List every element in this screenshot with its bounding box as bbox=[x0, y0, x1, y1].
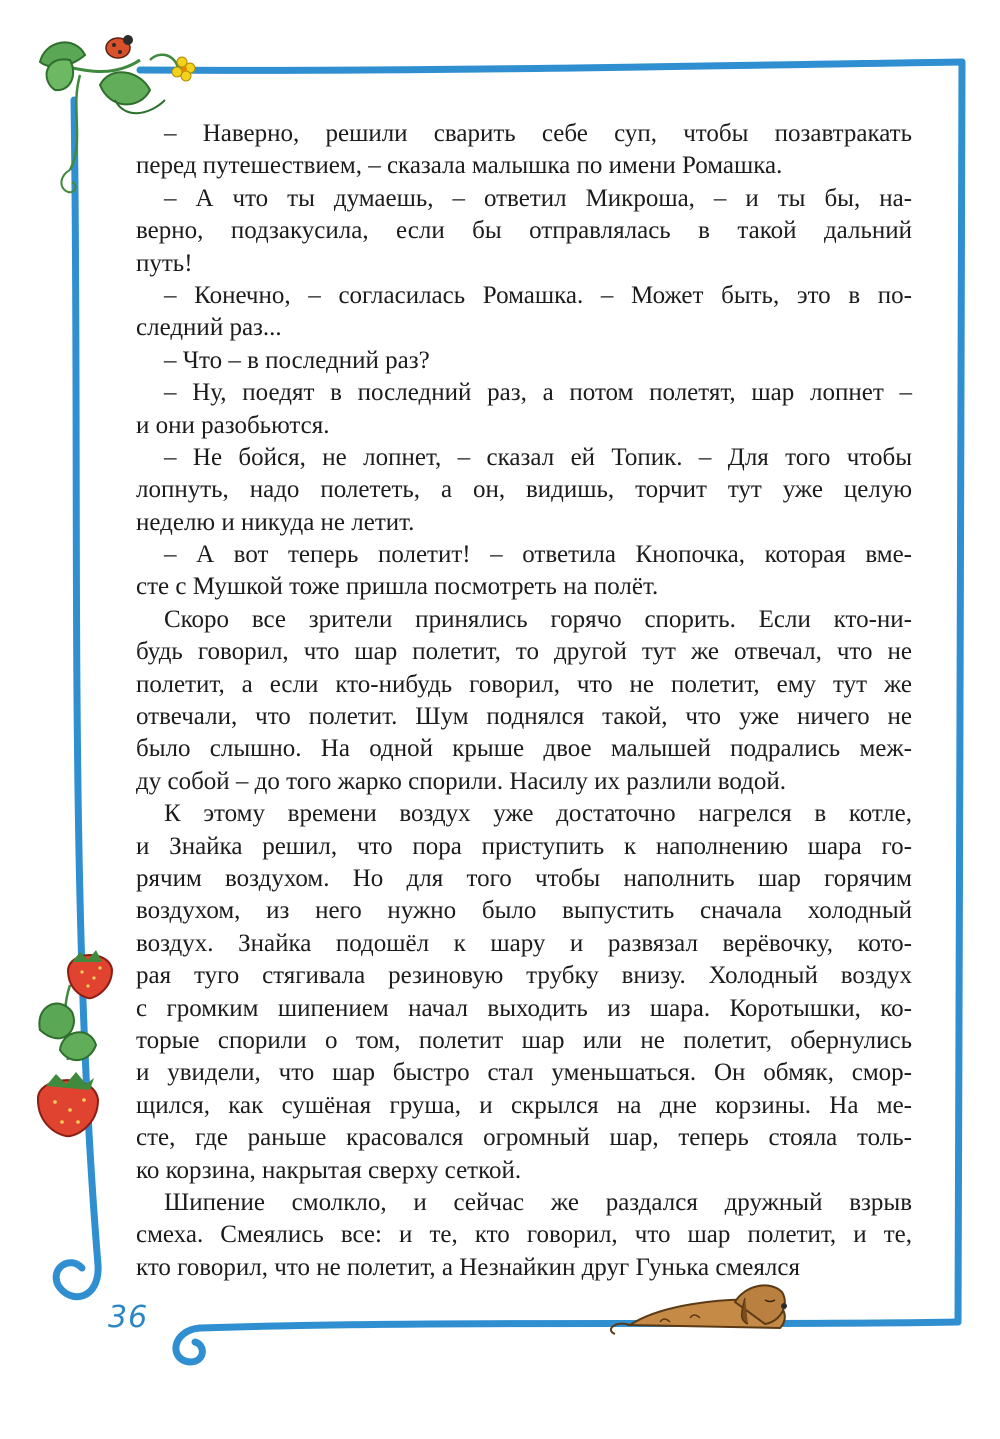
text-line: верно, подзакусила, если бы отправлялась в такой дальний bbox=[136, 217, 912, 245]
text-line: и они разобьются. bbox=[136, 411, 330, 439]
frame-top-line bbox=[140, 62, 962, 70]
text-line: Скоро все зрители принялись горячо спорить. Если кто-ни- bbox=[164, 605, 912, 633]
text-line: кто говорил, что не полетит, а Незнайкин друг Гунька смеялся bbox=[136, 1253, 800, 1281]
frame-right-line bbox=[958, 62, 962, 1322]
text-line: сте с Мушкой тоже пришла посмотреть на полёт. bbox=[136, 573, 659, 601]
text-line: было слышно. На одной крыше двое малышей подрались меж- bbox=[136, 735, 912, 763]
paragraph bbox=[136, 118, 912, 183]
text-line: смеха. Смеялись все: и те, кто говорил, что шар полетит, и те, bbox=[136, 1221, 912, 1249]
text-line: – Ну, поедят в последний раз, а потом полетят, шар лопнет – bbox=[164, 379, 912, 407]
paragraph bbox=[136, 377, 912, 442]
text-line: будь говорил, что шар полетит, то другой тут же отвечал, что не bbox=[136, 638, 912, 666]
text-line: путь! bbox=[136, 249, 193, 277]
paragraph bbox=[136, 345, 912, 377]
text-line: – Что – в последний раз? bbox=[164, 346, 430, 374]
text-line: и увидели, что шар быстро стал уменьшаться. Он обмяк, смор- bbox=[136, 1059, 912, 1087]
text-line: и Знайка решил, что пора приступить к наполнению шара го- bbox=[136, 832, 912, 860]
text-line: перед путешествием, – сказала малышка по имени Ромашка. bbox=[136, 152, 783, 180]
text-line: – А вот теперь полетит! – ответила Кнопочка, которая вме- bbox=[164, 541, 912, 569]
frame-bottom-swirl bbox=[176, 1328, 202, 1362]
text-line: с громким шипением начал выходить из шара. Коротышки, ко- bbox=[136, 994, 912, 1022]
paragraph bbox=[136, 539, 912, 604]
text-line: – Конечно, – согласилась Ромашка. – Может быть, это в по- bbox=[164, 281, 912, 309]
story-text bbox=[136, 118, 912, 1284]
text-line: – А что ты думаешь, – ответил Микроша, – и ты бы, на- bbox=[164, 184, 912, 212]
text-line: следний раз... bbox=[136, 314, 282, 342]
page-number: 36 bbox=[108, 1300, 149, 1335]
text-line: щился, как сушёная груша, и скрылся на дне корзины. На ме- bbox=[136, 1091, 912, 1119]
text-line: К этому времени воздух уже достаточно нагрелся в котле, bbox=[164, 800, 912, 828]
text-line: полетит, а если кто-нибудь говорил, что не полетит, ему тут же bbox=[136, 670, 912, 698]
ladybug-icon bbox=[106, 35, 133, 58]
text-line: ду собой – до того жарко спорили. Насилу их разлили водой. bbox=[136, 767, 786, 795]
text-line: рячим воздухом. Но для того чтобы наполнить шар горячим bbox=[136, 864, 912, 892]
text-line: лопнуть, надо полететь, а он, видишь, торчит тут уже целую bbox=[136, 476, 912, 504]
text-line: рая туго стягивала резиновую трубку внизу. Холодный воздух bbox=[136, 962, 912, 990]
frame-left-swirl bbox=[56, 1263, 98, 1297]
text-line: торые спорили о том, полетит шар или не полетит, обернулись bbox=[136, 1026, 912, 1054]
text-line: воздух. Знайка подошёл к шару и развязал верёвочку, кото- bbox=[136, 929, 912, 957]
frame-bottom-line bbox=[200, 1322, 958, 1328]
text-line: – Наверно, решили сварить себе суп, чтобы позавтракать bbox=[164, 120, 912, 147]
strawberry-icon bbox=[38, 950, 112, 1136]
text-line: ко корзина, накрытая сверху сеткой. bbox=[136, 1156, 522, 1184]
text-line: неделю и никуда не летит. bbox=[136, 508, 415, 536]
text-line: Шипение смолкло, и сейчас же раздался дружный взрыв bbox=[164, 1188, 912, 1216]
paragraph bbox=[136, 183, 912, 280]
text-line: воздухом, из него нужно было выпустить сначала холодный bbox=[136, 897, 912, 925]
text-line: отвечали, что полетит. Шум поднялся такой, что уже ничего не bbox=[136, 703, 912, 731]
text-line: – Не бойся, не лопнет, – сказал ей Топик. – Для того чтобы bbox=[164, 443, 912, 471]
paragraph bbox=[136, 280, 912, 345]
paragraph bbox=[136, 798, 912, 1187]
paragraph bbox=[136, 442, 912, 539]
text-line: сте, где раньше красовался огромный шар, теперь стояла толь- bbox=[136, 1124, 912, 1152]
paragraph bbox=[136, 604, 912, 798]
paragraph bbox=[136, 1187, 912, 1284]
